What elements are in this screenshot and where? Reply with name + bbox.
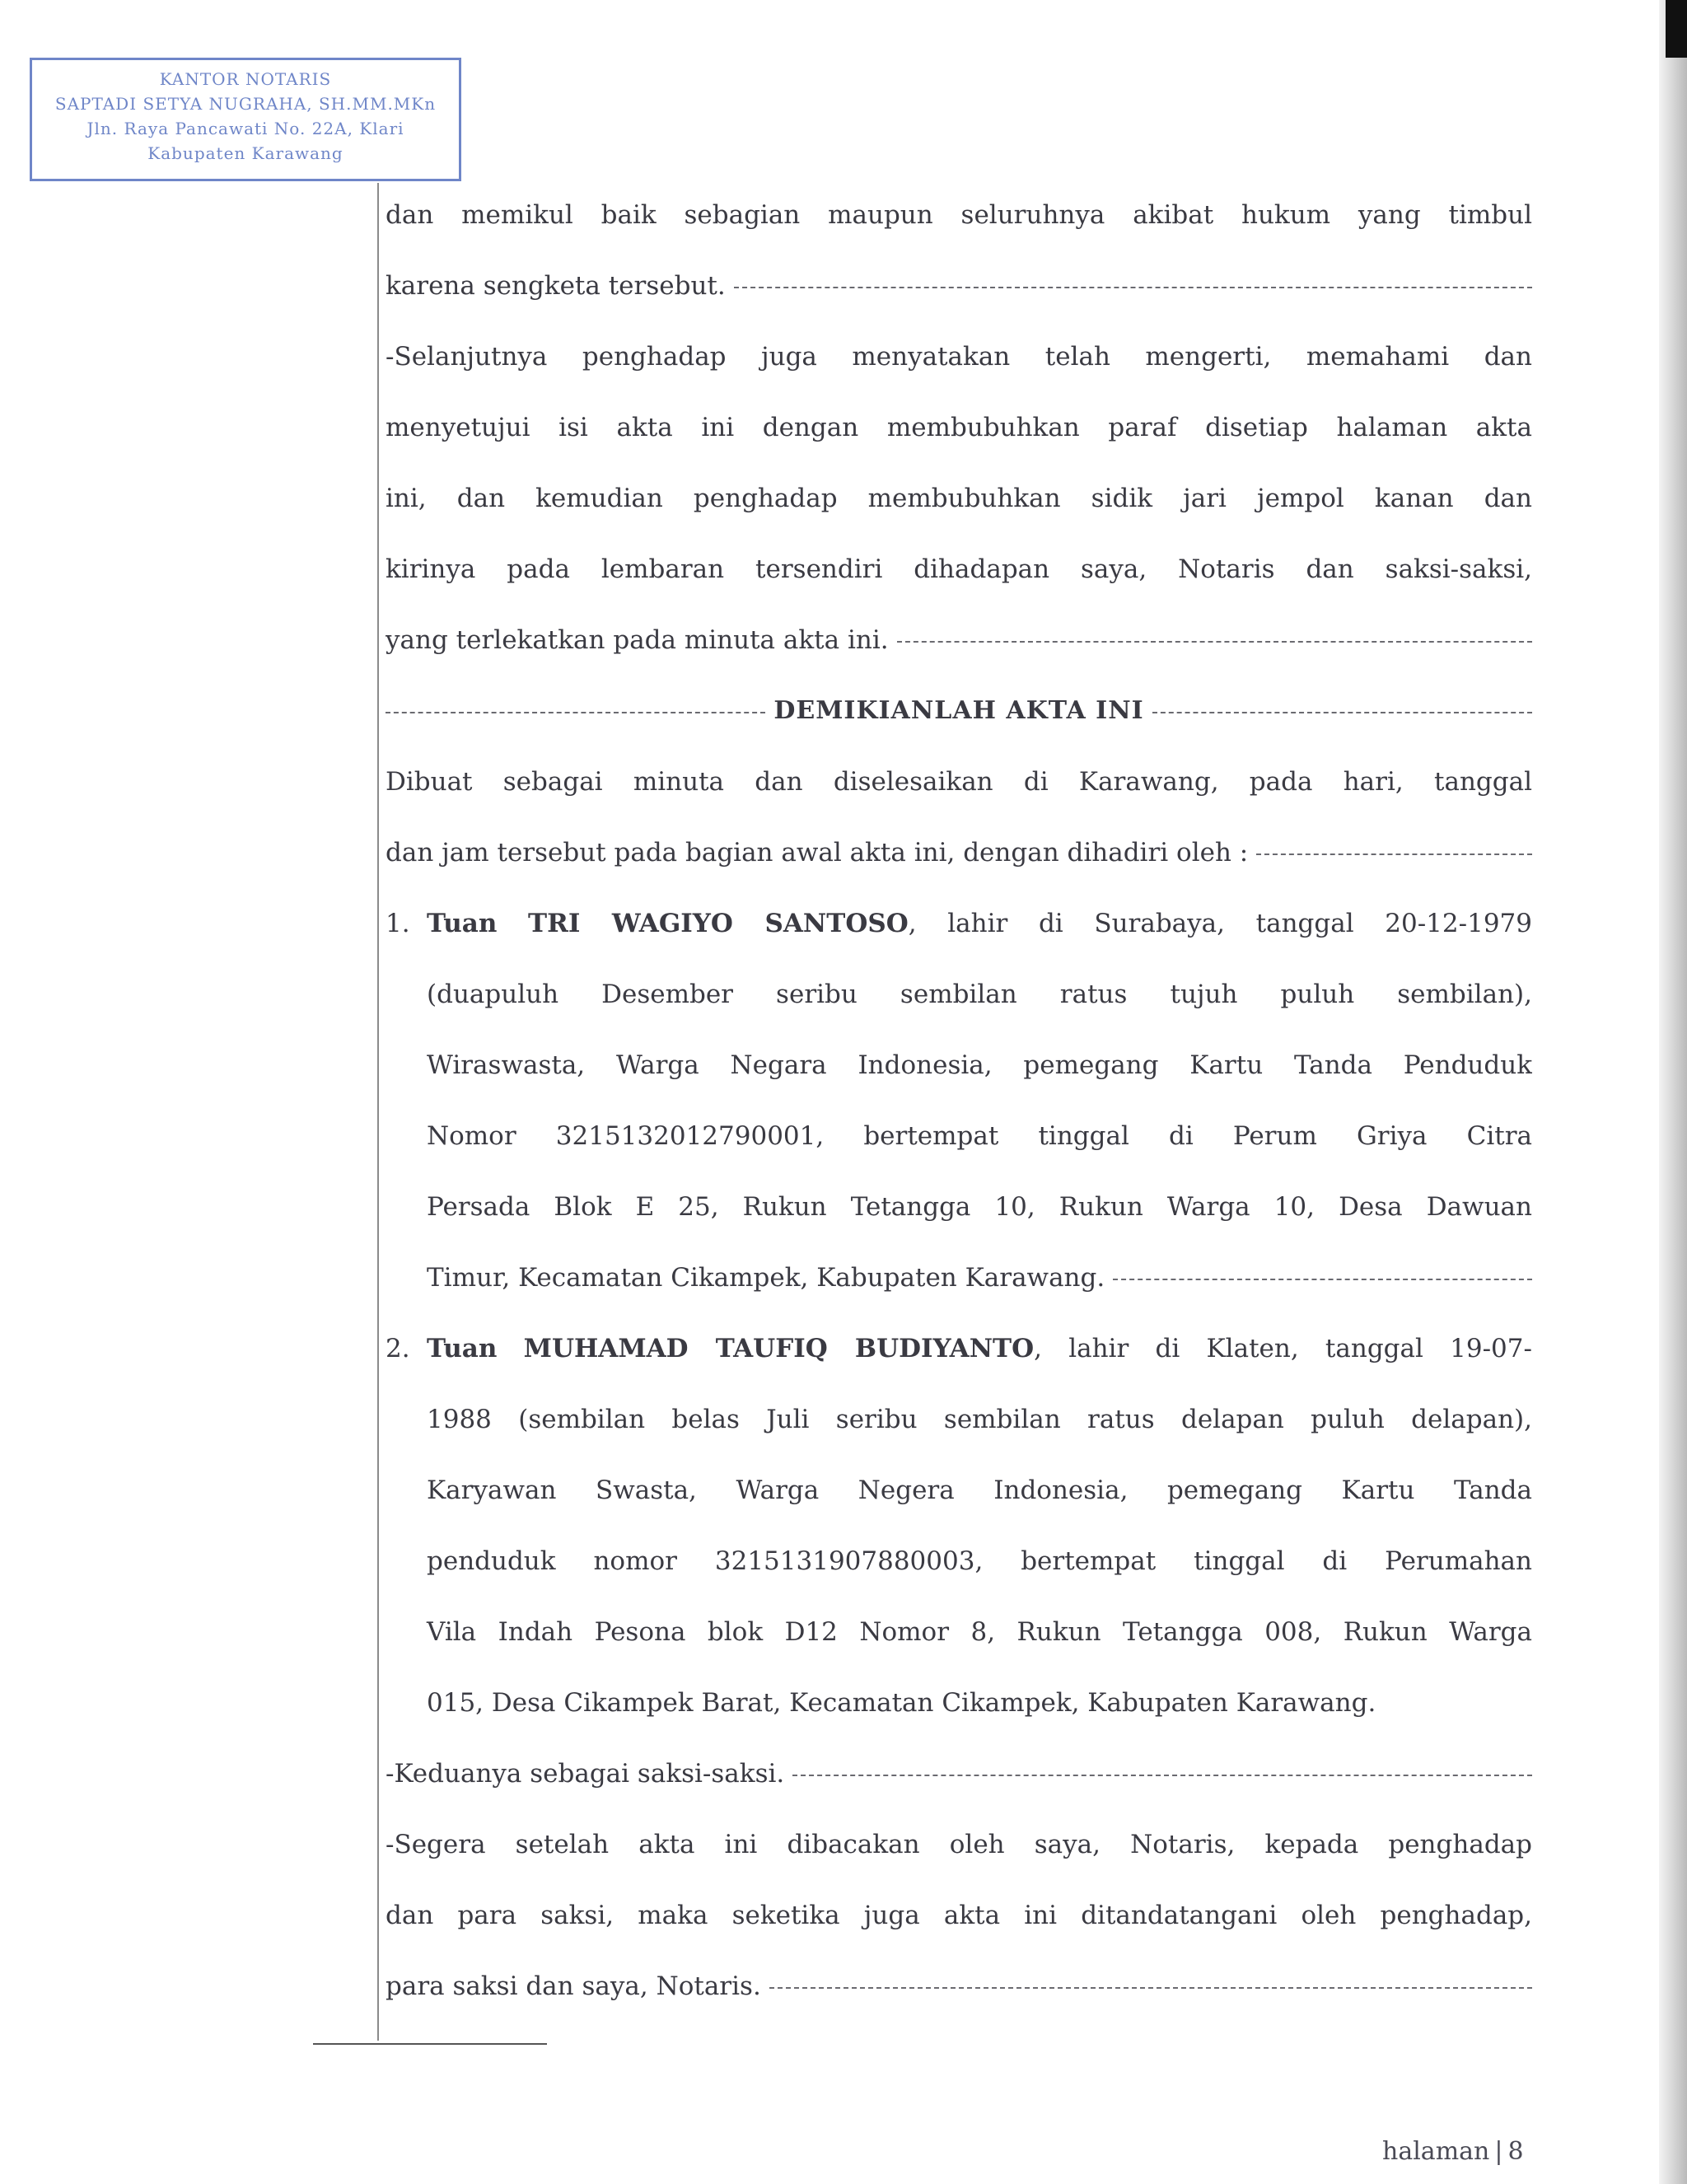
- text-line: Dibuat sebagai minuta dan diselesaikan di Karawang, pada hari, tanggal: [386, 767, 1532, 797]
- text-line: Vila Indah Pesona blok D12 Nomor 8, Rukun Tetangga 008, Rukun Warga: [427, 1617, 1532, 1647]
- text-line: -Keduanya sebagai saksi-saksi.: [386, 1738, 1532, 1809]
- page-separator: |: [1494, 2137, 1503, 2166]
- text-line: penduduk nomor 3215131907880003, bertempat tinggal di Perumahan: [427, 1546, 1532, 1576]
- text-line: -Selanjutnya penghadap juga menyatakan telah mengerti, memahami dan: [386, 342, 1532, 372]
- stamp-office: KANTOR NOTARIS: [159, 69, 332, 89]
- witness-name: MUHAMAD TAUFIQ BUDIYANTO: [523, 1334, 1035, 1363]
- text-line: menyetujui isi akta ini dengan membubuhkan paraf disetiap halaman akta: [386, 413, 1532, 442]
- witness-number: 1.: [386, 909, 410, 938]
- witness-number: 2.: [386, 1334, 410, 1363]
- dash-filler: [386, 712, 765, 713]
- notary-stamp: [30, 58, 461, 181]
- text-line: Wiraswasta, Warga Negara Indonesia, pemegang Kartu Tanda Penduduk: [427, 1050, 1532, 1080]
- text-line: (duapuluh Desember seribu sembilan ratus tujuh puluh sembilan),: [427, 980, 1532, 1009]
- text-line: dan para saksi, maka seketika juga akta ini ditandatangani oleh penghadap,: [386, 1901, 1532, 1930]
- page-edge-shadow: [1659, 0, 1687, 2184]
- closing-heading: DEMIKIANLAH AKTA INI: [386, 676, 1532, 746]
- text-line: kirinya pada lembaran tersendiri dihadapan saya, Notaris dan saksi-saksi,: [386, 554, 1532, 584]
- stamp-address: Jln. Raya Pancawati No. 22A, Klari: [86, 119, 404, 138]
- witness-name: TRI WAGIYO SANTOSO: [528, 909, 909, 938]
- dash-filler: [1113, 1279, 1532, 1280]
- page-label: halaman: [1382, 2137, 1490, 2166]
- witness-1-line: 1. Tuan TRI WAGIYO SANTOSO, lahir di Surabaya, tanggal 20-12-1979: [386, 888, 1532, 959]
- text-line: dan jam tersebut pada bagian awal akta ini, dengan dihadiri oleh :: [386, 817, 1532, 888]
- text-line: Timur, Kecamatan Cikampek, Kabupaten Karawang.: [386, 1242, 1532, 1313]
- page-number: 8: [1507, 2137, 1524, 2166]
- dash-filler: [734, 287, 1532, 288]
- text-line: Nomor 3215132012790001, bertempat tinggal di Perum Griya Citra: [427, 1121, 1532, 1151]
- text-line: 015, Desa Cikampek Barat, Kecamatan Cikampek, Kabupaten Karawang.: [427, 1688, 1376, 1718]
- text-line: -Segera setelah akta ini dibacakan oleh saya, Notaris, kepada penghadap: [386, 1830, 1532, 1859]
- deed-body: [386, 180, 1532, 2022]
- dash-filler: [769, 1987, 1532, 1989]
- left-margin-line: [377, 183, 379, 2041]
- dash-filler: [1152, 712, 1532, 713]
- text-line: Persada Blok E 25, Rukun Tetangga 10, Rukun Warga 10, Desa Dawuan: [427, 1192, 1532, 1222]
- dash-filler: [792, 1775, 1532, 1776]
- signature-rule: [313, 2043, 547, 2045]
- stamp-regency: Kabupaten Karawang: [147, 143, 343, 163]
- text-line: 1988 (sembilan belas Juli seribu sembilan ratus delapan puluh delapan),: [427, 1405, 1532, 1434]
- witness-2-line: 2. Tuan MUHAMAD TAUFIQ BUDIYANTO, lahir di Klaten, tanggal 19-07-: [386, 1313, 1532, 1384]
- text-line: yang terlekatkan pada minuta akta ini.: [386, 605, 1532, 676]
- dash-filler: [1256, 853, 1532, 855]
- text-line: Karyawan Swasta, Warga Negera Indonesia, pemegang Kartu Tanda: [427, 1475, 1532, 1505]
- text-line: para saksi dan saya, Notaris.: [386, 1951, 1532, 2022]
- stamp-notary-name: SAPTADI SETYA NUGRAHA, SH.MM.MKn: [54, 94, 437, 114]
- dash-filler: [897, 641, 1532, 643]
- page-edge-corner: [1666, 0, 1687, 58]
- text-line: dan memikul baik sebagian maupun seluruhnya akibat hukum yang timbul: [386, 200, 1532, 230]
- page-footer: [1382, 2137, 1524, 2166]
- text-line: ini, dan kemudian penghadap membubuhkan sidik jari jempol kanan dan: [386, 484, 1532, 513]
- text-line: karena sengketa tersebut.: [386, 250, 1532, 321]
